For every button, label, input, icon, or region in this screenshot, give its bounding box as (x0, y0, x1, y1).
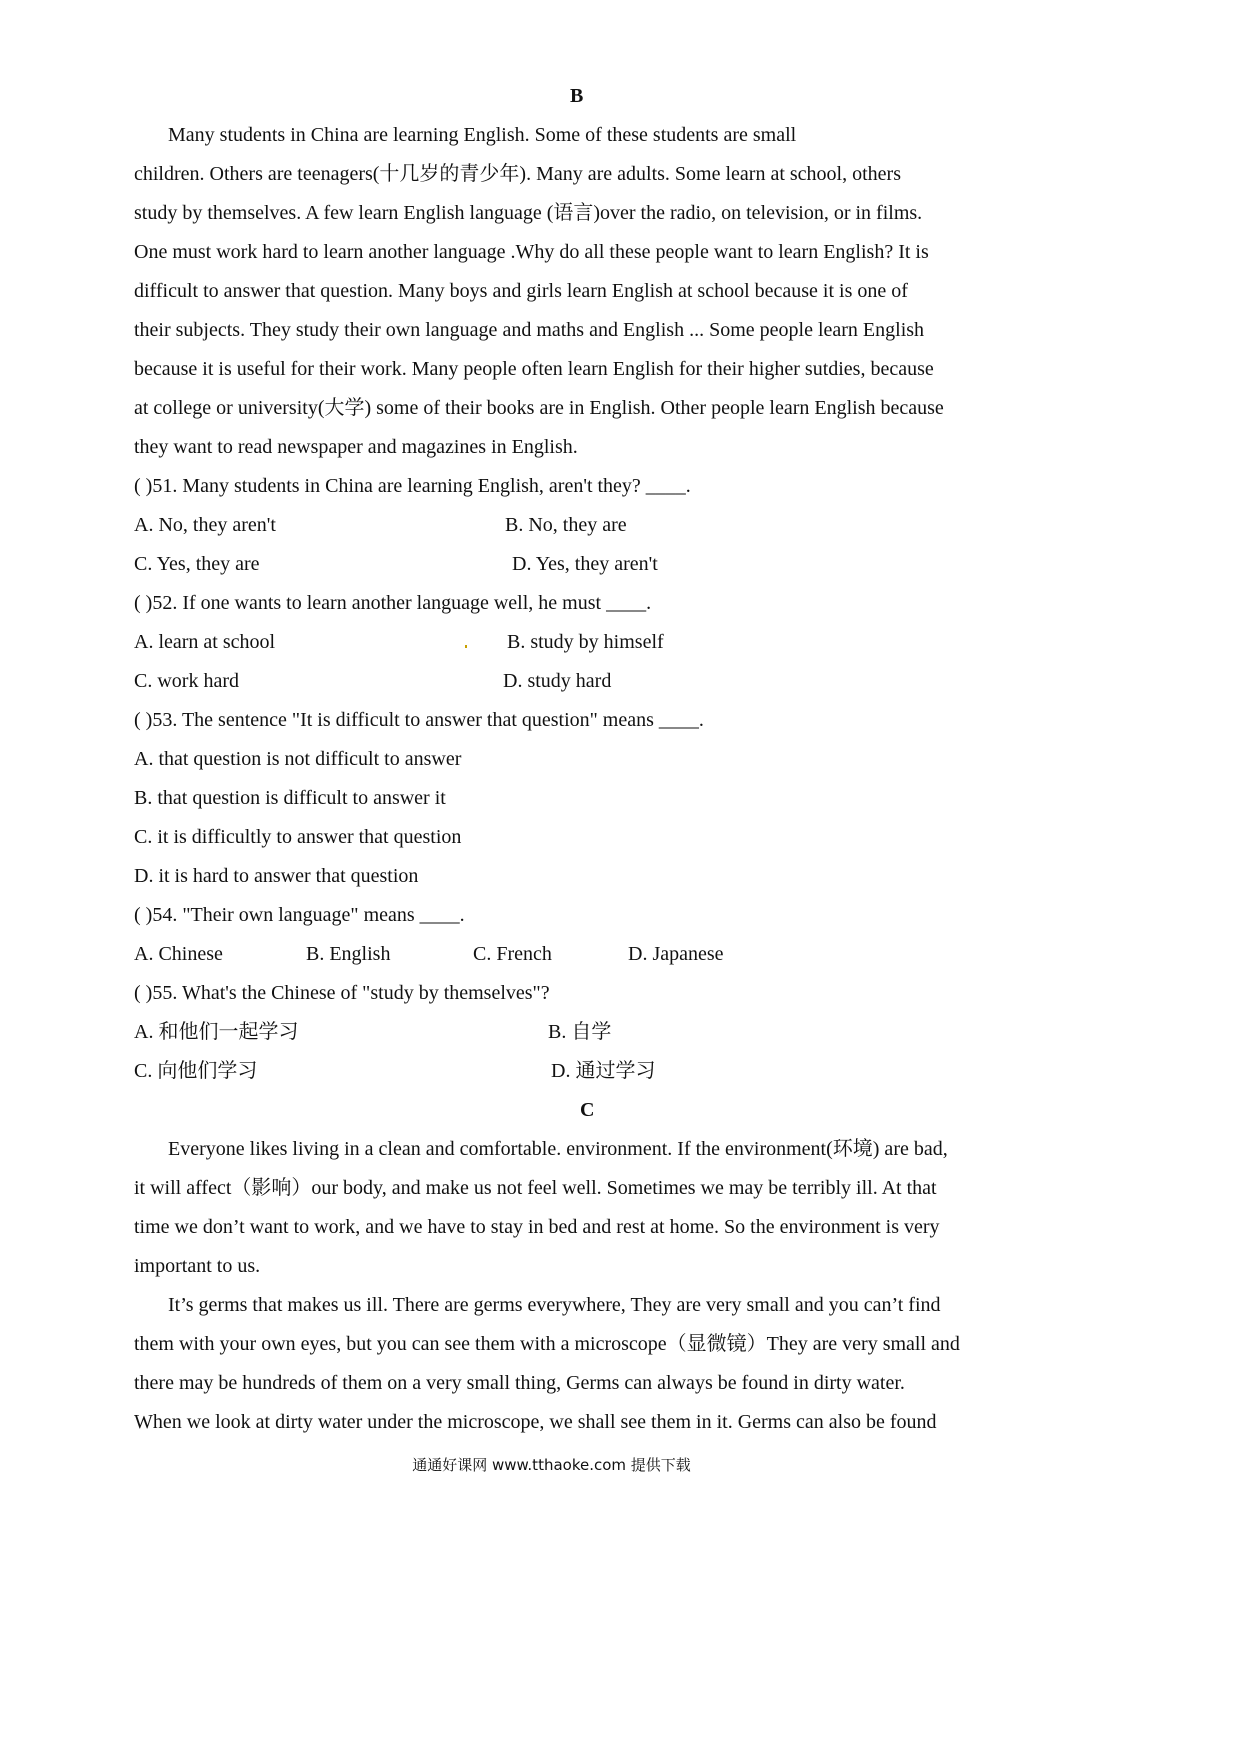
passage-b-line: at college or university(大学) some of their books are in English. Other people learn English because (134, 397, 944, 419)
question-51-option-a: A. No, they aren't (134, 514, 276, 536)
passage-b-line: difficult to answer that question. Many boys and girls learn English at school because it is one of (134, 280, 908, 302)
question-51-option-b: B. No, they are (505, 514, 627, 536)
question-54-option-b: B. English (306, 943, 391, 965)
passage-b-line: they want to read newspaper and magazines in English. (134, 436, 578, 458)
section-b-heading: B (570, 85, 584, 107)
question-52-option-b: B. study by himself (507, 631, 664, 653)
question-52-option-c: C. work hard (134, 670, 239, 692)
passage-c-line: Everyone likes living in a clean and comfortable. environment. If the environment(环境) are bad, (168, 1138, 948, 1160)
passage-c-line: them with your own eyes, but you can see them with a microscope（显微镜）They are very small and (134, 1333, 960, 1355)
section-c-heading: C (580, 1099, 595, 1121)
question-52-stem: ( )52. If one wants to learn another language well, he must ____. (134, 592, 652, 614)
passage-c-line: there may be hundreds of them on a very small thing, Germs can always be found in dirty water. (134, 1372, 905, 1394)
question-51-option-c: C. Yes, they are (134, 553, 260, 575)
question-55-option-d: D. 通过学习 (551, 1060, 656, 1082)
question-55-option-c: C. 向他们学习 (134, 1060, 258, 1082)
passage-b-line: children. Others are teenagers(十几岁的青少年). Many are adults. Some learn at school, others (134, 163, 901, 185)
question-53-option-b: B. that question is difficult to answer it (134, 787, 446, 809)
question-51-stem: ( )51. Many students in China are learning English, aren't they? ____. (134, 475, 691, 497)
passage-c-line: When we look at dirty water under the microscope, we shall see them in it. Germs can also be found (134, 1411, 937, 1433)
question-55-option-a: A. 和他们一起学习 (134, 1021, 299, 1043)
question-55-option-b: B. 自学 (548, 1021, 612, 1043)
passage-c-line: it will affect（影响）our body, and make us not feel well. Sometimes we may be terribly ill. At that (134, 1177, 937, 1199)
passage-c-line: It’s germs that makes us ill. There are germs everywhere, They are very small and you can’t find (168, 1294, 941, 1316)
question-52-option-a: A. learn at school (134, 631, 276, 653)
question-54-option-d: D. Japanese (628, 943, 724, 965)
question-54-option-c: C. French (473, 943, 552, 965)
passage-b-line: One must work hard to learn another language .Why do all these people want to learn English? It is (134, 241, 929, 263)
passage-b-line: their subjects. They study their own language and maths and English ... Some people learn English (134, 319, 925, 341)
question-53-option-c: C. it is difficultly to answer that question (134, 826, 462, 848)
question-52-option-d: D. study hard (503, 670, 612, 692)
passage-b-line: because it is useful for their work. Many people often learn English for their higher sutdies, because (134, 358, 934, 380)
stray-mark (465, 645, 467, 648)
passage-c-line: important to us. (134, 1255, 261, 1277)
question-53-stem: ( )53. The sentence "It is difficult to answer that question" means ____. (134, 709, 704, 731)
passage-b-line: Many students in China are learning English. Some of these students are small (168, 124, 797, 146)
passage-b-line: study by themselves. A few learn English language (语言)over the radio, on television, or in films. (134, 202, 923, 224)
question-54-stem: ( )54. "Their own language" means ____. (134, 904, 465, 926)
question-53-option-a: A. that question is not difficult to answer (134, 748, 462, 770)
page-footer: 通通好课网 www.tthaoke.com 提供下载 (412, 1456, 691, 1474)
question-54-option-a: A. Chinese (134, 943, 223, 965)
question-51-option-d: D. Yes, they aren't (512, 553, 658, 575)
question-55-stem: ( )55. What's the Chinese of "study by themselves"? (134, 982, 550, 1004)
question-53-option-d: D. it is hard to answer that question (134, 865, 419, 887)
passage-c-line: time we don’t want to work, and we have to stay in bed and rest at home. So the environment is very (134, 1216, 940, 1238)
